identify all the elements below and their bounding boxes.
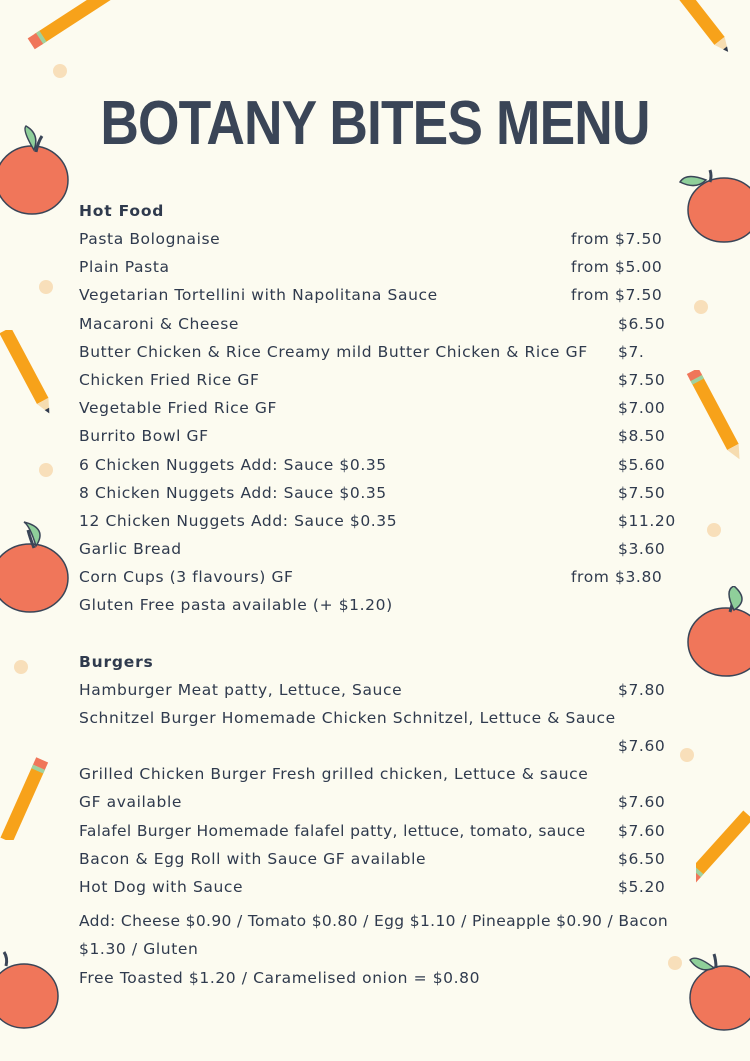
item-price: $7.	[618, 342, 645, 361]
menu-item	[79, 253, 699, 281]
item-name: Hot Dog with Sauce	[79, 877, 244, 896]
item-name: Vegetable Fried Rice GF	[79, 399, 278, 418]
page-title: BOTANY BITES MENU	[100, 89, 650, 158]
dot-icon	[39, 280, 53, 294]
burgers-heading: Burgers	[79, 652, 154, 671]
pencil-icon	[22, 0, 112, 50]
item-name: 12 Chicken Nuggets Add: Sauce $0.35	[79, 511, 398, 530]
item-price: $7.50	[618, 483, 666, 502]
item-price: $7.60	[618, 737, 666, 755]
item-price: from $7.50	[571, 286, 663, 305]
menu-item	[79, 563, 699, 591]
item-price: $7.00	[618, 399, 666, 418]
dot-icon	[707, 523, 721, 537]
item-name: 8 Chicken Nuggets Add: Sauce $0.35	[79, 483, 387, 502]
menu-item	[79, 507, 699, 535]
item-name: Pasta Bolognaise	[79, 230, 221, 248]
item-price: $7.50	[618, 370, 666, 389]
item-price: $5.20	[618, 877, 666, 896]
menu-item	[79, 845, 699, 873]
menu-item	[79, 366, 699, 394]
menu-item	[79, 873, 699, 901]
addons-line: Free Toasted $1.20 / Caramelised onion = $0.80	[79, 968, 481, 987]
addons-text	[79, 907, 699, 992]
item-price: from $5.00	[571, 258, 663, 277]
item-price: $7.60	[618, 793, 666, 812]
item-name: Corn Cups (3 flavours) GF	[79, 568, 294, 587]
item-price: from $7.50	[571, 230, 663, 248]
menu-item	[79, 676, 699, 704]
pencil-icon	[0, 330, 60, 422]
item-name: Burrito Bowl GF	[79, 427, 209, 446]
menu-item	[79, 281, 699, 309]
item-name: Butter Chicken & Rice Creamy mild Butter Chicken & Rice GF	[79, 342, 588, 361]
dot-icon	[39, 463, 53, 477]
addons-line: Add: Cheese $0.90 / Tomato $0.80 / Egg $1.10 / Pineapple $0.90 / Bacon	[79, 912, 669, 931]
pencil-icon	[0, 746, 56, 840]
menu-item	[79, 788, 699, 816]
menu-item	[79, 310, 699, 338]
item-price: $8.50	[618, 427, 666, 446]
addons-line: $1.30 / Gluten	[79, 940, 199, 959]
item-price: $7.80	[618, 680, 666, 699]
dot-icon	[14, 660, 28, 674]
pencil-icon	[672, 0, 742, 56]
menu-item	[79, 451, 699, 479]
item-price: $11.20	[618, 511, 676, 530]
hot-food-heading: Hot Food	[79, 202, 165, 220]
item-name: Grilled Chicken Burger Fresh grilled chicken, Lettuce & sauce	[79, 765, 589, 784]
item-name: Chicken Fried Rice GF	[79, 370, 260, 389]
item-price: $3.60	[618, 540, 666, 559]
item-price: from $3.80	[571, 568, 663, 587]
item-name: Falafel Burger Homemade falafel patty, lettuce, tomato, sauce	[79, 821, 586, 840]
pencil-icon	[696, 800, 750, 884]
dot-icon	[53, 64, 67, 78]
item-name: Vegetarian Tortellini with Napolitana Sauce	[79, 286, 438, 305]
menu-item	[79, 225, 699, 253]
item-price: $5.60	[618, 455, 666, 474]
apple-icon	[0, 950, 60, 1034]
item-name: Macaroni & Cheese	[79, 314, 240, 333]
menu-item	[79, 817, 699, 845]
apple-icon	[0, 518, 72, 616]
menu-item	[79, 479, 699, 507]
item-name: GF available	[79, 793, 183, 812]
item-name: 6 Chicken Nuggets Add: Sauce $0.35	[79, 455, 387, 474]
item-name: Garlic Bread	[79, 540, 182, 559]
menu	[79, 197, 699, 992]
item-price: $6.50	[618, 849, 666, 868]
menu-item	[79, 338, 699, 366]
menu-item	[79, 422, 699, 450]
menu-item	[79, 394, 699, 422]
item-name: Hamburger Meat patty, Lettuce, Sauce	[79, 680, 403, 699]
item-price: $7.60	[618, 821, 666, 840]
item-price: $6.50	[618, 314, 666, 333]
item-name: Plain Pasta	[79, 258, 170, 277]
item-name: Bacon & Egg Roll with Sauce GF available	[79, 849, 427, 868]
menu-item	[79, 732, 699, 760]
gluten-free-note: Gluten Free pasta available (+ $1.20)	[79, 596, 393, 615]
menu-item	[79, 535, 699, 563]
item-name: Schnitzel Burger Homemade Chicken Schnitzel, Lettuce & Sauce	[79, 708, 616, 727]
